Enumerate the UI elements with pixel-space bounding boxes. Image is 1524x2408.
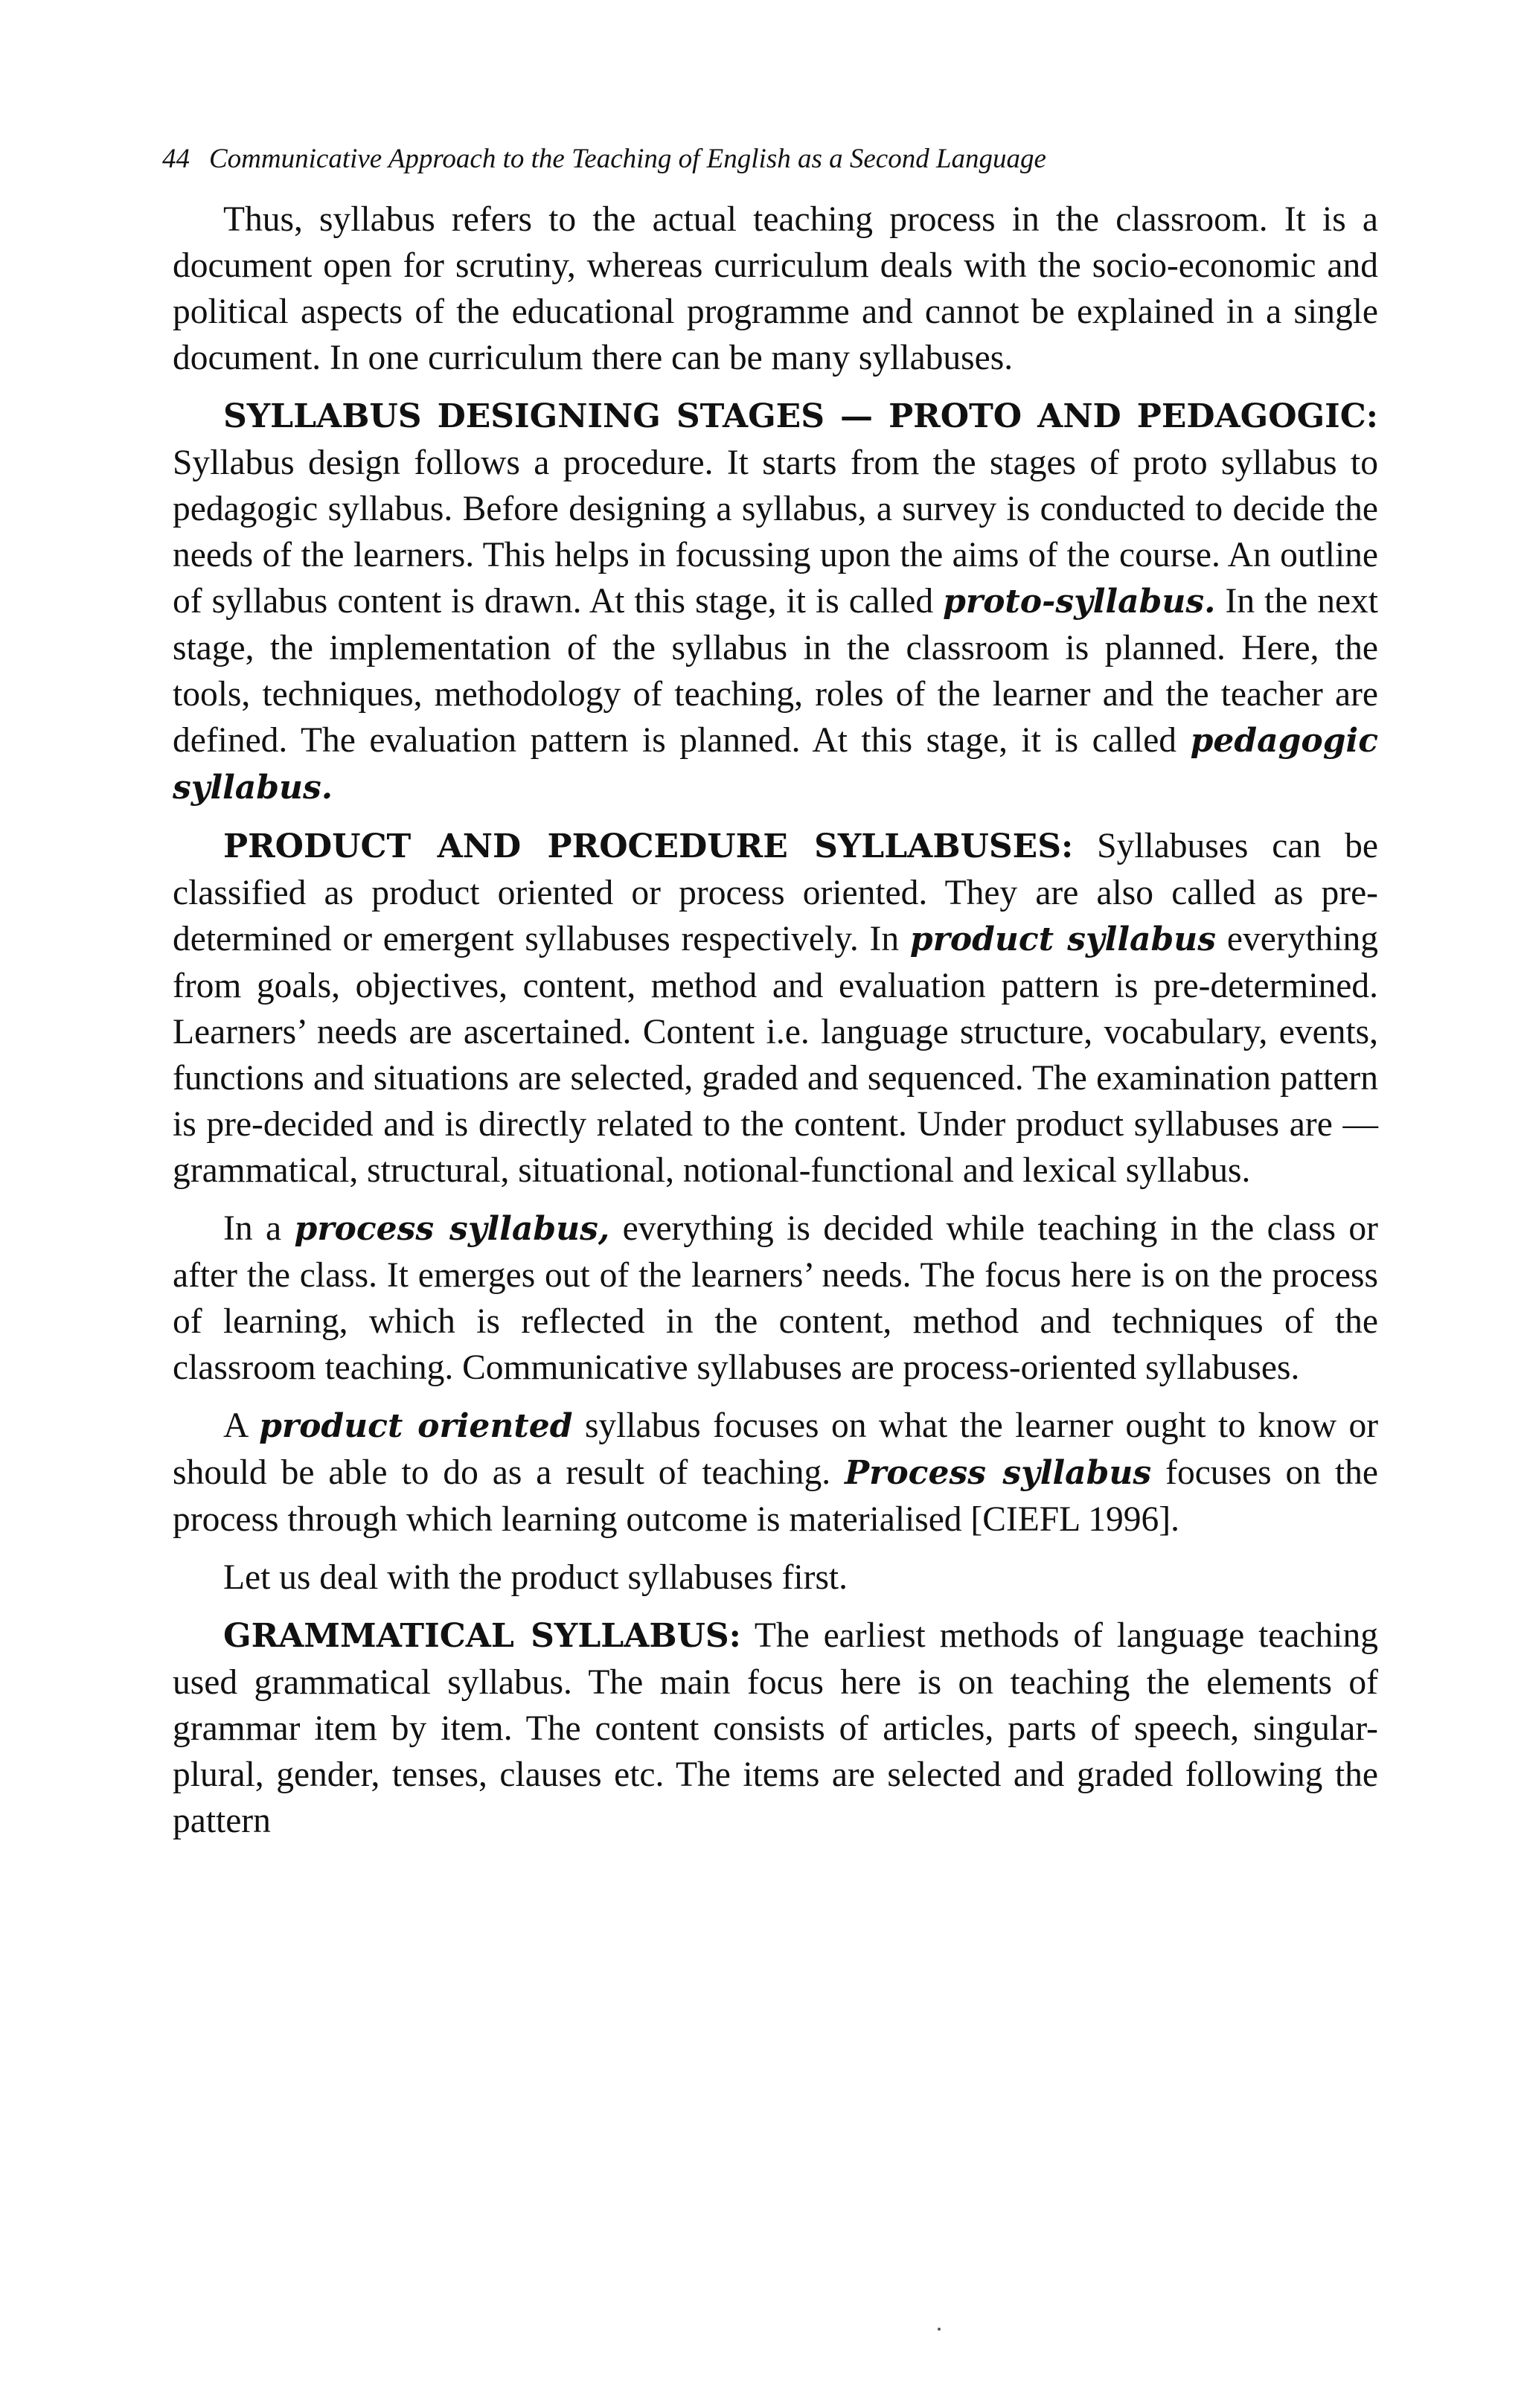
- paragraph-designing-stages: [173, 393, 1378, 811]
- paragraph-text: everything is decided while teaching in the class or after the class. It emerges out of the learners’ needs. The focus here is on the process of learning, which is reflected in the content, method and techniques of the classroom teaching. Communicative syllabuses are process-oriented syllabuses.: [173, 1209, 1378, 1387]
- page-number: 44: [162, 144, 190, 174]
- paragraph-grammatical-syllabus: [173, 1613, 1378, 1844]
- paragraph-text: The earliest methods of language teaching used grammatical syllabus. The main focus here is on teaching the elements of grammar item by item. The content consists of articles, parts of speech, singular-plural, gender, tenses, clauses etc. The items are selected and graded following the pattern: [173, 1616, 1378, 1840]
- paragraph-text: A: [223, 1406, 260, 1445]
- paragraph-text: focuses on the process through which learning outcome is materialised [CIEFL 1996].: [173, 1453, 1379, 1539]
- term-proto-syllabus: proto-syllabus.: [943, 583, 1216, 621]
- term-product-oriented: product oriented: [259, 1407, 573, 1445]
- term-process-syllabus: process syllabus,: [294, 1210, 610, 1248]
- paragraph-text: syllabus focuses on what the learner ought to know or should be able to do as a result of teaching.: [173, 1406, 1379, 1492]
- book-page: [162, 141, 1379, 1856]
- paragraph-text: Syllabus design follows a procedure. It starts from the stages of proto syllabus to pedagogic syllabus. Before designing a syllabus, a survey is conducted to decide the needs of the learners. This helps in focussing upon the aims of the course. An outline of syllabus content is drawn. At this stage, it is called: [173, 444, 1378, 621]
- term-pedagogic-syllabus: pedagogic syllabus.: [173, 722, 1378, 807]
- paragraph-transition: Let us deal with the product syllabuses first.: [223, 1558, 848, 1597]
- paragraph-process-syllabus: [173, 1205, 1378, 1391]
- section-heading-designing-stages: SYLLABUS DESIGNING STAGES — PROTO AND PEDAGOGIC:: [223, 397, 1378, 435]
- print-speck: [938, 2328, 941, 2331]
- section-heading-product-procedure: PRODUCT AND PROCEDURE SYLLABUSES:: [223, 827, 1074, 865]
- paragraph-product-procedure: [173, 823, 1378, 1194]
- paragraph-text: everything from goals, objectives, content, method and evaluation pattern is pre-determined. Learners’ needs are ascertained. Content i.e. language structure, vocabulary, events, functions and situations are selected, graded and sequenced. The examination pattern is pre-decided and is directly related to the content. Under product syllabuses are — grammatical, structural, situational, notional-functional and lexical syllabus.: [173, 920, 1378, 1190]
- term-process-syllabus-2: Process syllabus: [845, 1454, 1152, 1492]
- body-text: [173, 196, 1378, 1844]
- paragraph-text: In the next stage, the implementation of the syllabus in the classroom is planned. Here, the tools, techniques, methodology of teaching, roles of the learner and the teacher are defined. The evaluation pattern is planned. At this stage, it is called: [173, 582, 1378, 760]
- paragraph-product-vs-process: [173, 1403, 1378, 1543]
- section-heading-grammatical-syllabus: GRAMMATICAL SYLLABUS:: [223, 1617, 741, 1655]
- paragraph-text: Syllabuses can be classified as product oriented or process oriented. They are also called as pre-determined or emergent syllabuses respectively. In: [173, 827, 1378, 958]
- paragraph-syllabus-definition: Thus, syllabus refers to the actual teaching process in the classroom. It is a document open for scrutiny, whereas curriculum deals with the socio-economic and political aspects of the educational programme and cannot be explained in a single document. In one curriculum there can be many syllabuses.: [173, 200, 1378, 377]
- term-product-syllabus: product syllabus: [909, 920, 1217, 958]
- running-title: Communicative Approach to the Teaching of English as a Second Language: [209, 144, 1046, 174]
- running-head: [162, 141, 1378, 177]
- paragraph-text: In a: [223, 1209, 295, 1248]
